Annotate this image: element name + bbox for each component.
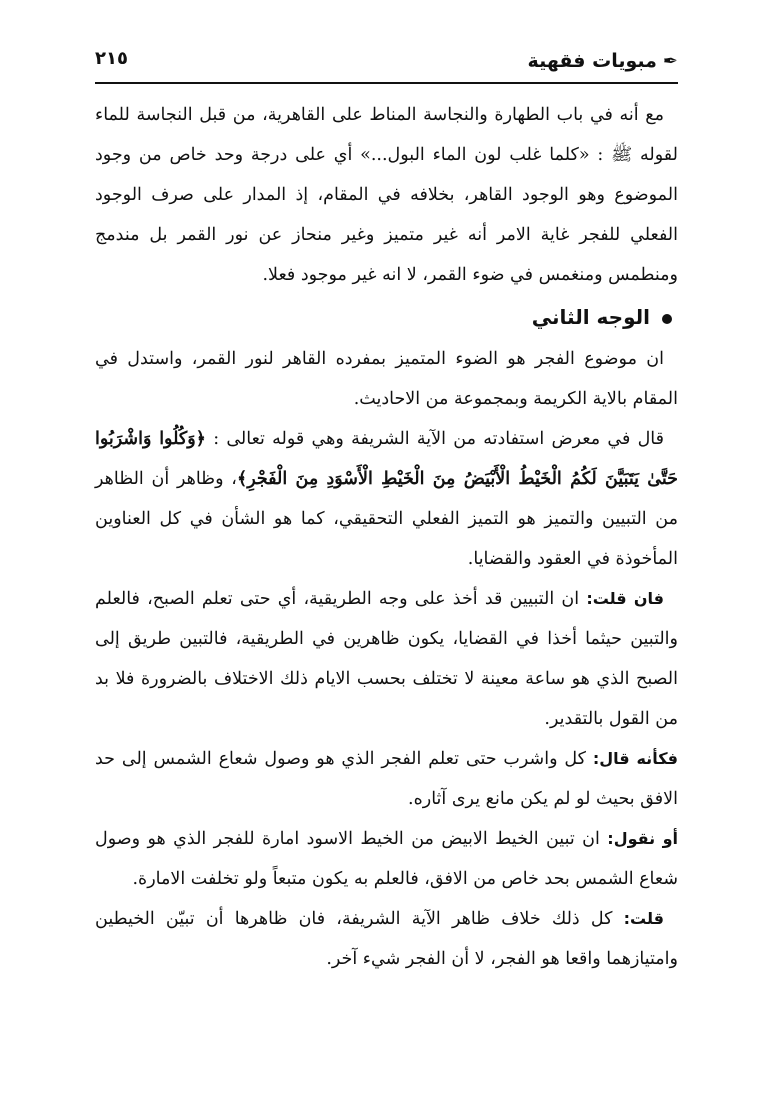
quran-verse: ﴿وَكُلُوا وَاشْرَبُوا حَتَّىٰ يَتَبَيَّنَ لَكُمُ الْخَيْطُ الْأَبْيَضُ مِنَ الْخَيْطِ الْأَسْوَدِ مِنَ الْفَجْرِ﴾ [95,429,678,489]
paragraph-text: كل ذلك خلاف ظاهر الآية الشريفة، فان ظاهرها أن تبيّن الخيطين وامتيازهما واقعا هو الفجر، لا أن الفجر شيء آخر. [95,909,678,969]
paragraph [95,899,678,979]
running-title-text: مبويات فقهية [527,50,657,72]
paragraph [95,419,678,579]
paragraph: مع أنه في باب الطهارة والنجاسة المناط على القاهرية، من قبل النجاسة للماء لقوله ﷺ : «كلما غلب لون الماء البول...» أي على درجة وحد خاص من وجود الموضوع وهو الوجود القاهر، بخلافه في المقام، إذ المدار على صرف الوجود الفعلي للفجر غاية الامر أنه غير متميز وغير منحاز عن نور القمر بل مندمج ومنطمس ومنغمس في ضوء القمر، لا انه غير موجود فعلا. [95,105,678,285]
paragraph-lead: أو نقول: [607,829,678,848]
paragraph-lead: قلت: [623,909,664,928]
paragraph-text: ان تبين الخيط الابيض من الخيط الاسود امارة للفجر الذي هو وصول شعاع الشمس بحد خاص من الافق، فالعلم به يكون متبعاً ولو تخلفت الامارة. [95,829,678,889]
pen-icon: ✒ [662,51,678,72]
running-title [528,50,678,72]
paragraph-text: ان التبيين قد أخذ على وجه الطريقية، أي حتى تعلم الصبح، فالعلم والتبين حيثما أخذا في القضايا، يكون ظاهرين في الطريقية، فالتبين طريق إلى الصبح الذي هو ساعة معينة لا تختلف بحسب الايام ذلك الاختلاف بالضرورة فلا بد من القول بالتقدير. [95,589,678,729]
paragraph-lead: فكأنه قال: [592,749,678,768]
page-number: ٢١٥ [95,48,128,69]
section-heading-text: الوجه الثاني [531,305,650,329]
paragraph-text: قال في معرض استفادته من الآية الشريفة وهي قوله تعالى : [205,429,664,449]
paragraph-text: كل واشرب حتى تعلم الفجر الذي هو وصول شعاع الشمس إلى حد الافق بحيث لو لم يكن مانع يرى آثاره. [95,749,678,809]
paragraph-text: ، وظاهر أن الظاهر من التبيين والتميز هو التميز الفعلي التحقيقي، كما هو الشأن في كل العناوين المأخوذة في العقود والقضايا. [95,469,678,569]
section-heading [95,295,678,339]
page-header [95,44,678,84]
page-body [95,95,678,979]
bullet-icon [662,314,672,324]
header-rule [95,82,678,84]
paragraph [95,579,678,739]
paragraph: ان موضوع الفجر هو الضوء المتميز بمفرده القاهر لنور القمر، واستدل في المقام بالاية الكريمة وبمجموعة من الاحاديث. [95,349,678,409]
paragraph-lead: فان قلت: [586,589,664,608]
paragraph [95,819,678,899]
paragraph [95,739,678,819]
